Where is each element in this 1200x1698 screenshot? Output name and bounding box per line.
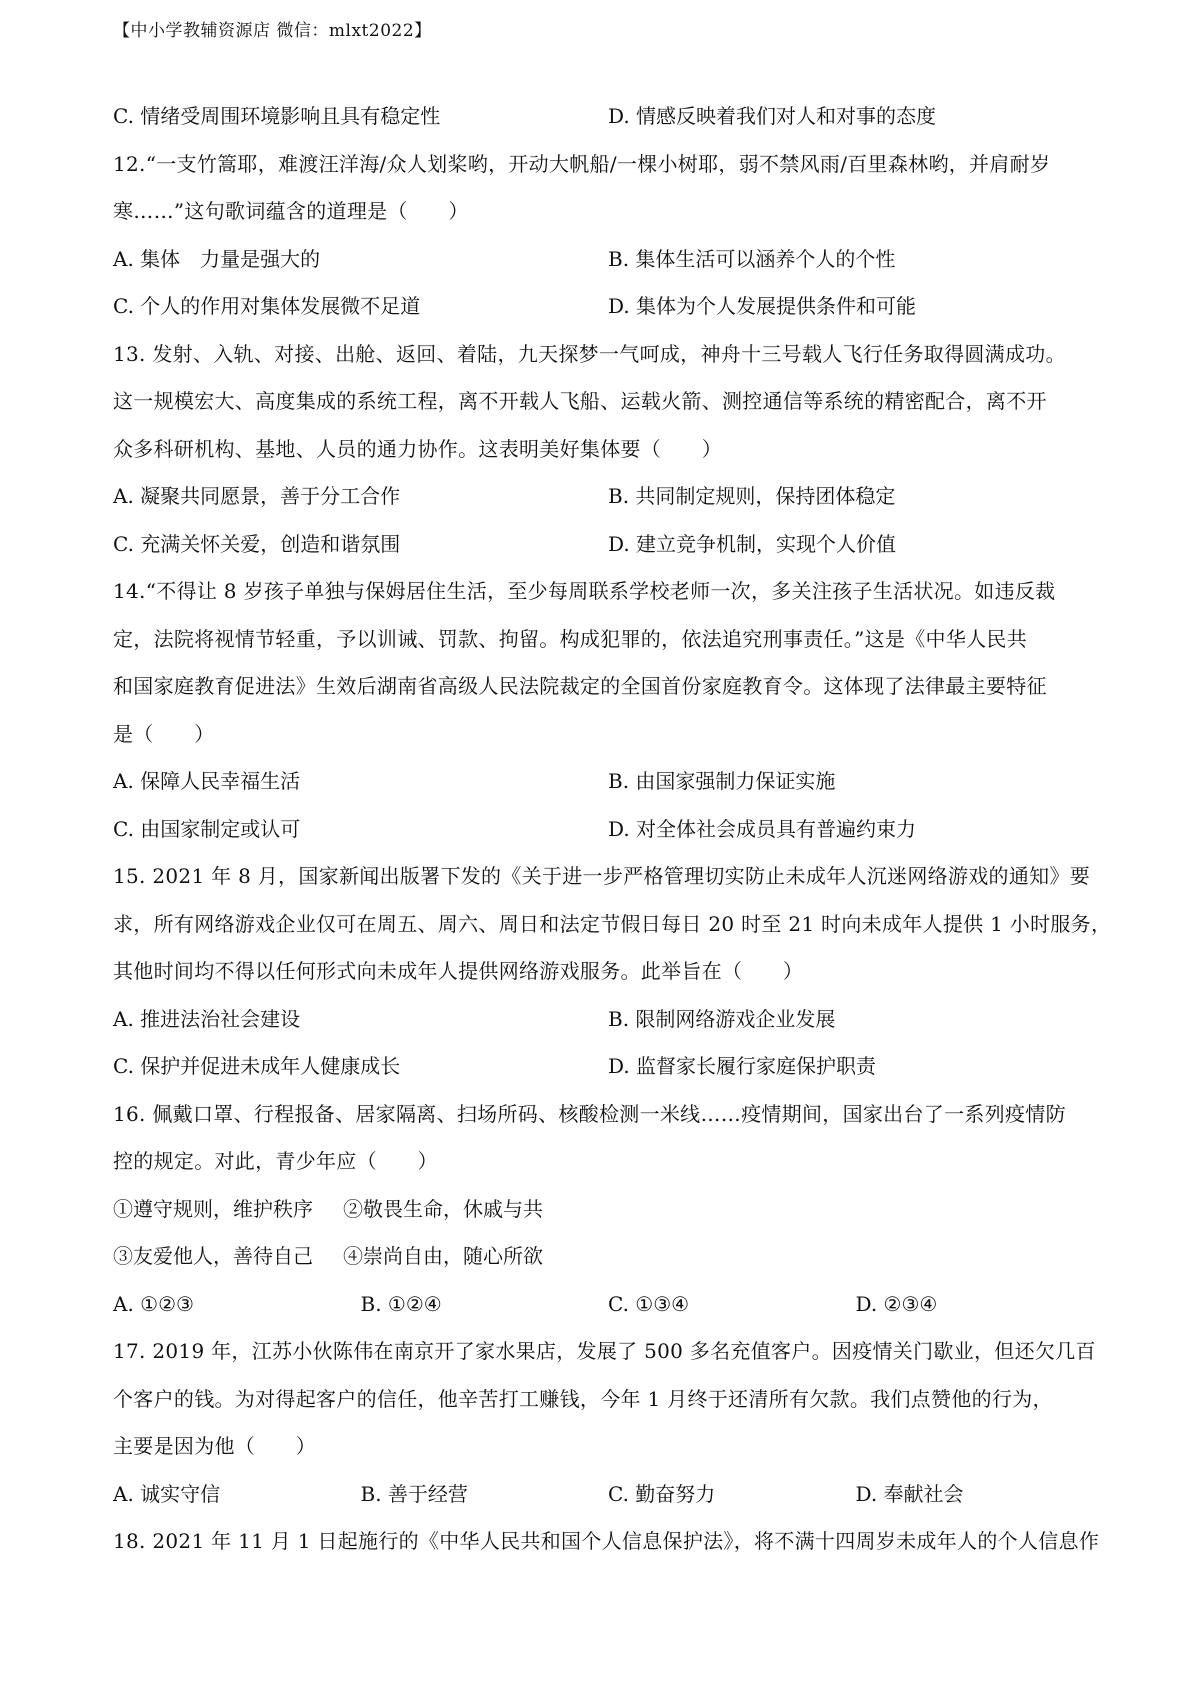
q13-options-cd [113, 524, 1103, 572]
q15-option-a: A. 推进法治社会建设 [113, 1006, 301, 1031]
q16-option-d: D. ②③④ [855, 1291, 938, 1316]
q12-stem-line-1: 12.“一支竹篙耶，难渡汪洋海/众人划桨哟，开动大帆船/一棵小树耶，弱不禁风雨/百里森林哟，并肩耐岁 [113, 151, 1051, 176]
q13-option-b: B. 共同制定规则，保持团体稳定 [608, 484, 896, 508]
q13-stem-line-2: 这一规模宏大、高度集成的系统工程，离不开载人飞船、运载火箭、测控通信等系统的精密配合，离不开 [113, 389, 1047, 413]
q16-item-1: ①遵守规则，维护秩序 [113, 1196, 313, 1221]
q17-option-a: A. 诚实守信 [113, 1481, 221, 1506]
q17-stem-line-3: 主要是因为他（ ） [113, 1434, 316, 1458]
q14-options-ab [113, 761, 1103, 809]
q18-stem-line-1: 18. 2021 年 11 月 1 日起施行的《中华人民共和国个人信息保护法》，将不满十四周岁未成年人的个人信息作 [113, 1529, 1100, 1553]
q15-stem-line-3: 其他时间均不得以任何形式向未成年人提供网络游戏服务。此举旨在（ ） [113, 959, 804, 983]
q16-item-4: ④崇尚自由，随心所欲 [343, 1244, 543, 1268]
q16-option-c: C. ①③④ [608, 1291, 690, 1316]
q16-items-34 [113, 1236, 1103, 1284]
q12-options-ab [113, 239, 1103, 287]
q14-option-a: A. 保障人民幸福生活 [113, 769, 301, 793]
q13-options-ab [113, 476, 1103, 524]
q12-stem-line-2: 寒……”这句歌词蕴含的道理是（ ） [113, 199, 469, 223]
q15-option-b: B. 限制网络游戏企业发展 [608, 1006, 836, 1031]
q12-options-cd [113, 286, 1103, 334]
q15-option-c: C. 保护并促进未成年人健康成长 [113, 1054, 401, 1078]
q14-options-cd [113, 809, 1103, 857]
q12-option-a: A. 集体 力量是强大的 [113, 246, 321, 271]
q16-options [113, 1284, 1103, 1332]
q16-item-2: ②敬畏生命，休戚与共 [343, 1196, 543, 1221]
q14-option-c: C. 由国家制定或认可 [113, 816, 301, 841]
q12-option-d: D. 集体为个人发展提供条件和可能 [608, 294, 917, 318]
q14-stem-line-1: 14.“不得让 8 岁孩子单独与保姆居住生活，至少每周联系学校老师一次，多关注孩子生活状况。如违反裁 [113, 579, 1056, 603]
q16-stem-line-2: 控的规定。对此，青少年应（ ） [113, 1149, 438, 1173]
q17-option-c: C. 勤奋努力 [608, 1481, 716, 1506]
q14-stem-line-3: 和国家庭教育促进法》生效后湖南省高级人民法院裁定的全国首份家庭教育令。这体现了法律最主要特征 [113, 674, 1047, 698]
q12-option-b: B. 集体生活可以涵养个人的个性 [608, 246, 896, 271]
q12-option-c: C. 个人的作用对集体发展微不足道 [113, 294, 421, 318]
q11-options [113, 96, 1103, 144]
q17-stem-line-2: 个客户的钱。为对得起客户的信任，他辛苦打工赚钱，今年 1 月终于还清所有欠款。我们点赞他的行为， [113, 1386, 1053, 1411]
q13-stem-line-1: 13. 发射、入轨、对接、出舱、返回、着陆，九天探梦一气呵成，神舟十三号载人飞行任务取得圆满成功。 [113, 341, 1066, 366]
q15-stem-line-2: 求，所有网络游戏企业仅可在周五、周六、周日和法定节假日每日 20 时至 21 时向未成年人提供 1 小时服务， [113, 911, 1112, 936]
source-header: 【中小学教辅资源店 微信：mlxt2022】 [113, 21, 432, 41]
q15-option-d: D. 监督家长履行家庭保护职责 [608, 1054, 877, 1078]
q16-option-b: B. ①②④ [360, 1291, 442, 1316]
q15-stem-line-1: 15. 2021 年 8 月，国家新闻出版署下发的《关于进一步严格管理切实防止未成年人沉迷网络游戏的通知》要 [113, 864, 1091, 888]
q16-item-3: ③友爱他人，善待自己 [113, 1244, 313, 1268]
q14-stem-line-2: 定，法院将视情节轻重，予以训诫、罚款、拘留。构成犯罪的，依法追究刑事责任。”这是《中华人民共 [113, 626, 1028, 651]
q11-option-d: D. 情感反映着我们对人和对事的态度 [608, 104, 937, 128]
q17-option-d: D. 奉献社会 [855, 1481, 964, 1506]
q17-options [113, 1474, 1103, 1522]
q13-option-d: D. 建立竞争机制，实现个人价值 [608, 531, 897, 556]
q14-option-b: B. 由国家强制力保证实施 [608, 769, 836, 793]
exam-content [113, 96, 1112, 1569]
q16-items-12 [113, 1189, 1103, 1237]
q13-option-a: A. 凝聚共同愿景，善于分工合作 [113, 484, 401, 508]
q14-option-d: D. 对全体社会成员具有普遍约束力 [608, 816, 917, 841]
q17-option-b: B. 善于经营 [360, 1481, 468, 1506]
q15-options-cd [113, 1046, 1103, 1094]
q15-options-ab [113, 999, 1103, 1047]
q16-option-a: A. ①②③ [113, 1291, 194, 1316]
q11-option-c: C. 情绪受周围环境影响且具有稳定性 [113, 104, 441, 128]
q16-stem-line-1: 16. 佩戴口罩、行程报备、居家隔离、扫场所码、核酸检测一米线……疫情期间，国家出台了一系列疫情防 [113, 1101, 1066, 1126]
q17-stem-line-1: 17. 2019 年，江苏小伙陈伟在南京开了家水果店，发展了 500 多名充值客户。因疫情关门歇业，但还欠几百 [113, 1339, 1096, 1363]
q13-stem-line-3: 众多科研机构、基地、人员的通力协作。这表明美好集体要（ ） [113, 436, 722, 461]
q13-option-c: C. 充满关怀关爱，创造和谐氛围 [113, 531, 401, 556]
q14-stem-line-4: 是（ ） [113, 721, 215, 746]
